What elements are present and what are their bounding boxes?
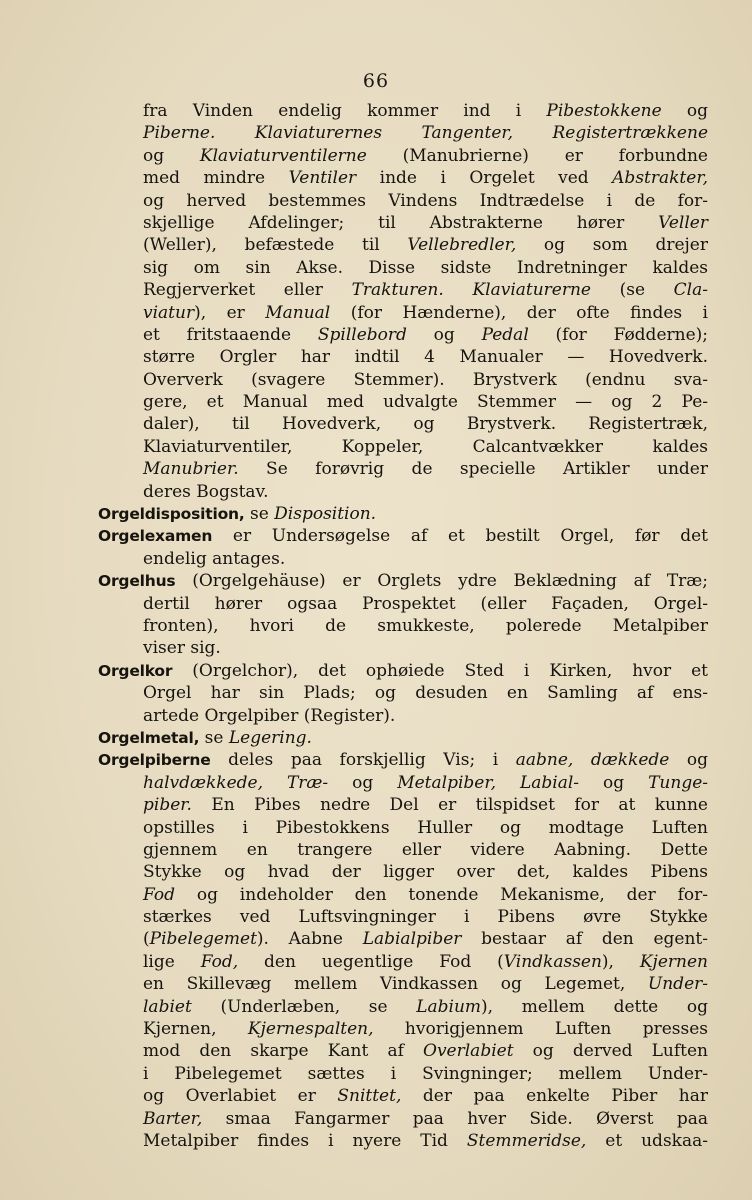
text-line: et fritstaaende Spillebord og Pedal (for Fødderne); xyxy=(143,324,708,345)
text-line: med mindre Ventiler inde i Orgelet ved Abstrakter, xyxy=(143,168,708,189)
text-line: Regjerverket eller Trakturen. Klaviaturerne (se Cla- xyxy=(143,280,708,301)
text-line: opstilles i Pibestokkens Huller og modtage Luften xyxy=(143,817,708,838)
text-line: viser sig. xyxy=(143,638,221,659)
entry-headword-line: Orgelexamen er Undersøgelse af et bestilt Orgel, før det xyxy=(98,526,708,547)
text-line: og Klaviaturventilerne (Manubrierne) er forbundne xyxy=(143,145,708,166)
text-line: stærkes ved Luftsvingninger i Pibens øvre Stykke xyxy=(143,907,708,928)
text-line: deres Bogstav. xyxy=(143,481,269,502)
text-line: Klaviaturventiler, Koppeler, Calcantvækker kaldes xyxy=(143,436,708,457)
text-line: (Pibelegemet). Aabne Labialpiber bestaar af den egent- xyxy=(143,929,708,950)
text-line: fra Vinden endelig kommer ind i Pibestokkene og xyxy=(143,101,708,121)
text-line: viatur), er Manual (for Hænderne), der ofte findes i xyxy=(143,302,708,323)
text-line: piber. En Pibes nedre Del er tilspidset for at kunne xyxy=(143,795,708,816)
text-line: endelig antages. xyxy=(143,548,286,569)
text-line: Oververk (svagere Stemmer). Brystverk (endnu sva- xyxy=(143,369,708,390)
text-line: Kjernen, Kjernespalten, hvorigjennem Luften presses xyxy=(143,1019,708,1040)
text-line: daler), til Hovedverk, og Brystverk. Registertræk, xyxy=(143,414,708,435)
text-line: artede Orgelpiber (Register). xyxy=(143,705,396,726)
entry-headword-line: Orgelkor (Orgelchor), det ophøiede Sted i Kirken, hvor et xyxy=(98,660,708,681)
text-line: dertil hører ogsaa Prospektet (eller Façaden, Orgel- xyxy=(143,593,708,614)
text-line: gere, et Manual med udvalgte Stemmer — og 2 Pe- xyxy=(143,392,708,413)
text-line: Manubrier. Se forøvrig de specielle Artikler under xyxy=(143,459,708,480)
text-line: halvdækkede, Træ- og Metalpiber, Labial- og Tunge- xyxy=(143,772,709,793)
text-line: fronten), hvori de smukkeste, polerede Metalpiber xyxy=(143,615,708,636)
text-line: lige Fod, den uegentlige Fod (Vindkassen), Kjernen xyxy=(143,951,708,972)
text-line: skjellige Afdelinger; til Abstrakterne hører Veller xyxy=(143,212,708,233)
text-line: Fod og indeholder den tonende Mekanisme, der for- xyxy=(143,884,708,905)
text-line: Piberne. Klaviaturernes Tangenter, Registertrækkene xyxy=(143,123,709,144)
page-number: 66 xyxy=(362,70,390,92)
text-line: (Weller), befæstede til Vellebredler, og som drejer xyxy=(143,235,708,256)
text-line: en Skillevæg mellem Vindkassen og Legemet, Under- xyxy=(143,974,708,995)
text-line: gjennem en trangere eller videre Aabning. Dette xyxy=(143,839,708,860)
text-line: Stykke og hvad der ligger over det, kaldes Pibens xyxy=(143,862,708,883)
text-line: Metalpiber findes i nyere Tid Stemmeridse, et udskaa- xyxy=(143,1130,708,1151)
text-line: Orgel har sin Plads; og desuden en Samling af ens- xyxy=(143,683,708,704)
entry-headword-line: Orgelhus (Orgelgehäuse) er Orglets ydre Beklædning af Træ; xyxy=(98,571,708,592)
text-line: og Overlabiet er Snittet, der paa enkelte Piber har xyxy=(143,1086,708,1107)
entry-headword-line: Orgelmetal, se Legering. xyxy=(98,727,312,748)
text-line: og herved bestemmes Vindens Indtrædelse i de for- xyxy=(143,190,708,211)
entry-headword-line: Orgelpiberne deles paa forskjellig Vis; i aabne, dækkede og xyxy=(98,750,709,771)
text-line: Barter, smaa Fangarmer paa hver Side. Øverst paa xyxy=(143,1108,708,1129)
entry-headword-line: Orgeldisposition, se Disposition. xyxy=(98,504,377,525)
text-line: mod den skarpe Kant af Overlabiet og derved Luften xyxy=(143,1041,708,1062)
text-line: sig om sin Akse. Disse sidste Indretninger kaldes xyxy=(143,257,708,278)
text-line: labiet (Underlæben, se Labium), mellem dette og xyxy=(143,996,708,1017)
text-line: større Orgler har indtil 4 Manualer — Hovedverk. xyxy=(143,347,708,368)
text-line: i Pibelegemet sættes i Svingninger; mellem Under- xyxy=(143,1063,708,1084)
text-body xyxy=(98,100,709,1152)
